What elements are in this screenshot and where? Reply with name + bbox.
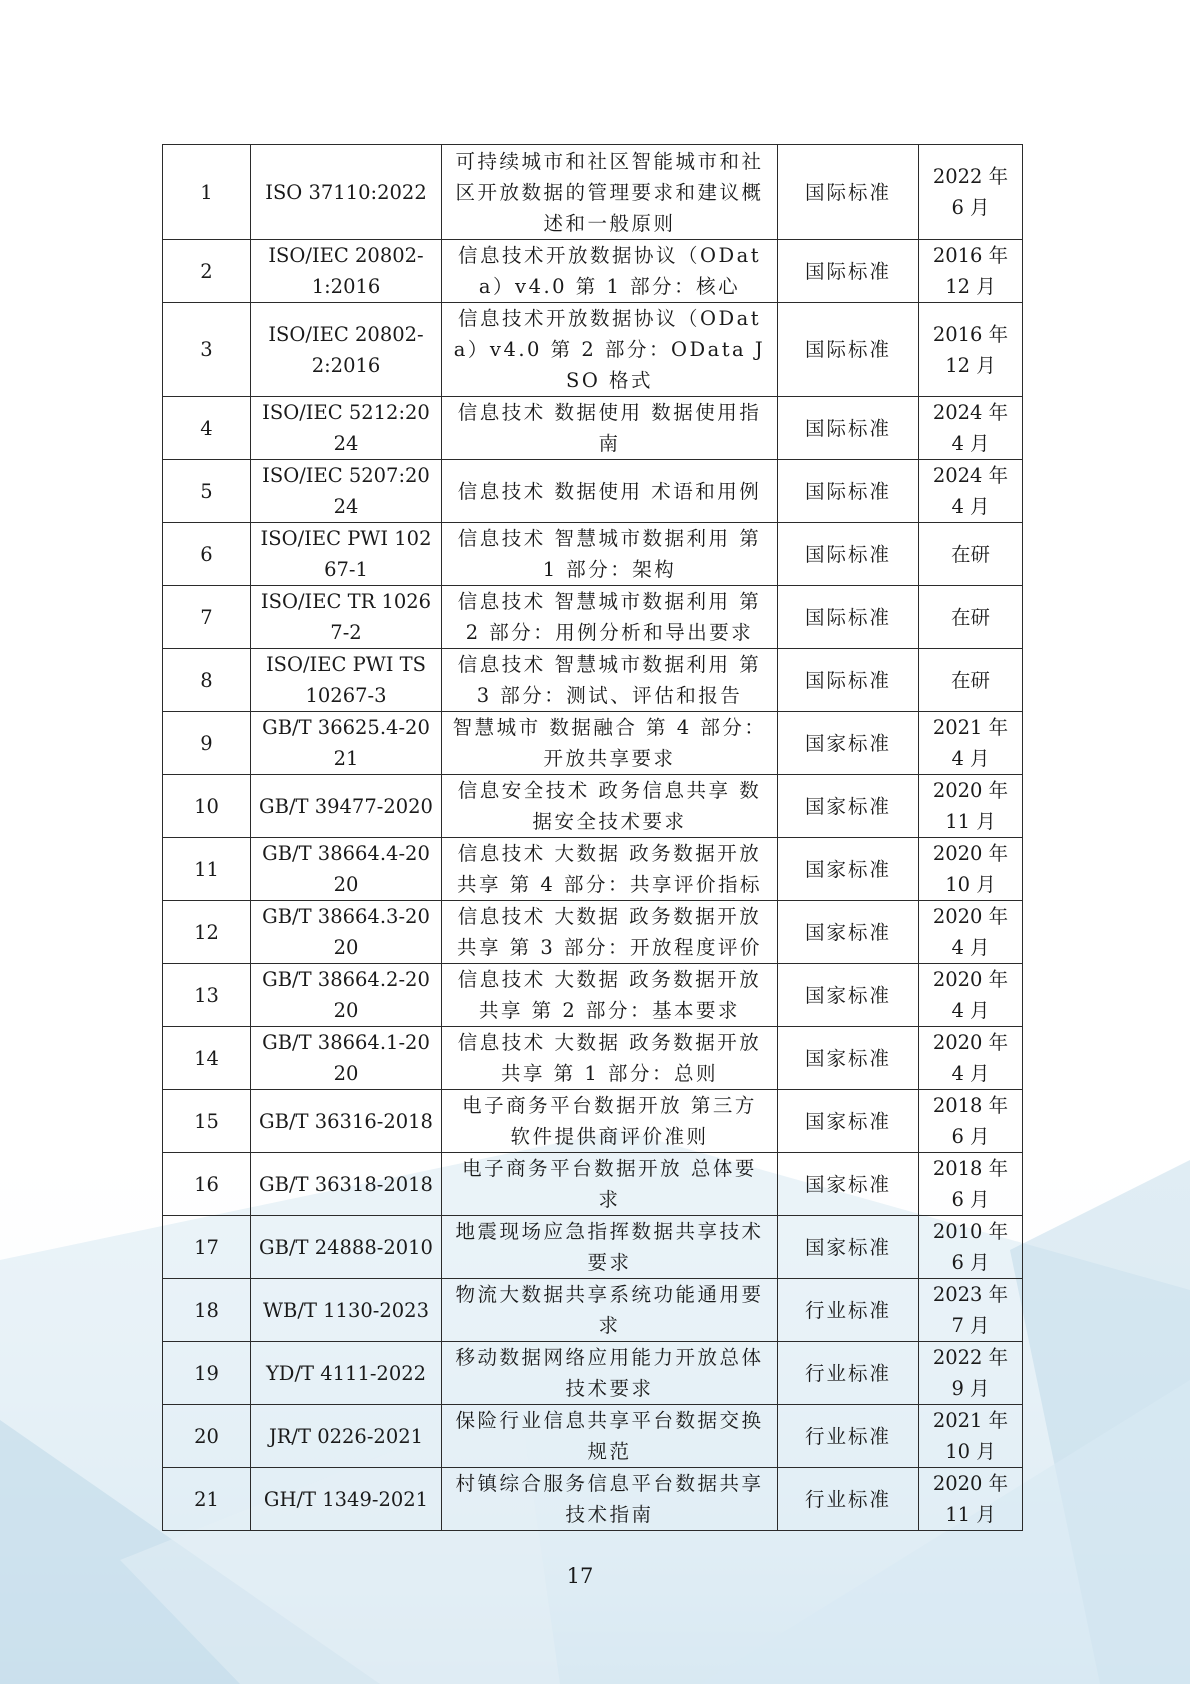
standard-title: 物流大数据共享系统功能通用要求 bbox=[442, 1279, 778, 1342]
standard-category: 国际标准 bbox=[778, 303, 919, 397]
standard-category: 国际标准 bbox=[778, 649, 919, 712]
table-row bbox=[163, 649, 1023, 712]
standard-title: 信息技术 大数据 政务数据开放共享 第 4 部分：共享评价指标 bbox=[442, 838, 778, 901]
standard-code: ISO/IEC 5207:2024 bbox=[251, 460, 442, 523]
standard-title: 智慧城市 数据融合 第 4 部分：开放共享要求 bbox=[442, 712, 778, 775]
standard-code: GB/T 38664.2-2020 bbox=[251, 964, 442, 1027]
standard-code: GB/T 36625.4-2021 bbox=[251, 712, 442, 775]
row-number: 13 bbox=[163, 964, 251, 1027]
standard-title: 移动数据网络应用能力开放总体技术要求 bbox=[442, 1342, 778, 1405]
standard-title: 信息技术 智慧城市数据利用 第 3 部分：测试、评估和报告 bbox=[442, 649, 778, 712]
standard-category: 国家标准 bbox=[778, 901, 919, 964]
standard-code: GB/T 38664.1-2020 bbox=[251, 1027, 442, 1090]
standard-title: 信息技术 智慧城市数据利用 第 1 部分：架构 bbox=[442, 523, 778, 586]
standard-code: JR/T 0226-2021 bbox=[251, 1405, 442, 1468]
standard-code: ISO/IEC PWI 10267-1 bbox=[251, 523, 442, 586]
standard-code: ISO 37110:2022 bbox=[251, 145, 442, 240]
page-number: 17 bbox=[566, 1564, 594, 1588]
row-number: 8 bbox=[163, 649, 251, 712]
standard-title: 信息技术开放数据协议（OData）v4.0 第 1 部分：核心 bbox=[442, 240, 778, 303]
release-date: 2018 年 6 月 bbox=[919, 1090, 1023, 1153]
standard-title: 信息安全技术 政务信息共享 数据安全技术要求 bbox=[442, 775, 778, 838]
row-number: 20 bbox=[163, 1405, 251, 1468]
standard-category: 国际标准 bbox=[778, 145, 919, 240]
table-row bbox=[163, 1153, 1023, 1216]
row-number: 2 bbox=[163, 240, 251, 303]
row-number: 19 bbox=[163, 1342, 251, 1405]
row-number: 12 bbox=[163, 901, 251, 964]
standard-title: 信息技术开放数据协议（OData）v4.0 第 2 部分：OData JSO 格式 bbox=[442, 303, 778, 397]
standard-category: 行业标准 bbox=[778, 1468, 919, 1531]
table-row bbox=[163, 240, 1023, 303]
table-row bbox=[163, 586, 1023, 649]
standard-category: 国家标准 bbox=[778, 838, 919, 901]
row-number: 6 bbox=[163, 523, 251, 586]
release-date: 2024 年 4 月 bbox=[919, 460, 1023, 523]
standard-code: ISO/IEC 5212:2024 bbox=[251, 397, 442, 460]
table-row bbox=[163, 1216, 1023, 1279]
table-row bbox=[163, 775, 1023, 838]
standards-table bbox=[162, 144, 1023, 1531]
standard-code: ISO/IEC PWI TS 10267-3 bbox=[251, 649, 442, 712]
row-number: 9 bbox=[163, 712, 251, 775]
table-row bbox=[163, 303, 1023, 397]
table-row bbox=[163, 1342, 1023, 1405]
row-number: 10 bbox=[163, 775, 251, 838]
release-date: 2021 年 4 月 bbox=[919, 712, 1023, 775]
standard-category: 行业标准 bbox=[778, 1405, 919, 1468]
row-number: 21 bbox=[163, 1468, 251, 1531]
release-date: 2018 年 6 月 bbox=[919, 1153, 1023, 1216]
row-number: 17 bbox=[163, 1216, 251, 1279]
row-number: 14 bbox=[163, 1027, 251, 1090]
table-row bbox=[163, 523, 1023, 586]
table-row bbox=[163, 838, 1023, 901]
standard-code: WB/T 1130-2023 bbox=[251, 1279, 442, 1342]
row-number: 7 bbox=[163, 586, 251, 649]
table-row bbox=[163, 1468, 1023, 1531]
standard-title: 信息技术 数据使用 术语和用例 bbox=[442, 460, 778, 523]
standard-code: GB/T 36318-2018 bbox=[251, 1153, 442, 1216]
release-date: 2016 年 12 月 bbox=[919, 240, 1023, 303]
standard-code: GB/T 36316-2018 bbox=[251, 1090, 442, 1153]
standard-category: 国家标准 bbox=[778, 1027, 919, 1090]
standard-category: 国家标准 bbox=[778, 775, 919, 838]
standard-category: 国家标准 bbox=[778, 712, 919, 775]
standard-title: 保险行业信息共享平台数据交换规范 bbox=[442, 1405, 778, 1468]
table-row bbox=[163, 1090, 1023, 1153]
table-row bbox=[163, 712, 1023, 775]
standard-category: 行业标准 bbox=[778, 1342, 919, 1405]
standard-title: 可持续城市和社区智能城市和社区开放数据的管理要求和建议概述和一般原则 bbox=[442, 145, 778, 240]
standard-code: ISO/IEC TR 10267-2 bbox=[251, 586, 442, 649]
table-row bbox=[163, 1405, 1023, 1468]
release-date: 2020 年 4 月 bbox=[919, 1027, 1023, 1090]
table-row bbox=[163, 397, 1023, 460]
standard-code: GB/T 24888-2010 bbox=[251, 1216, 442, 1279]
row-number: 15 bbox=[163, 1090, 251, 1153]
row-number: 16 bbox=[163, 1153, 251, 1216]
standard-title: 信息技术 智慧城市数据利用 第 2 部分：用例分析和导出要求 bbox=[442, 586, 778, 649]
release-date: 2020 年 10 月 bbox=[919, 838, 1023, 901]
standard-code: YD/T 4111-2022 bbox=[251, 1342, 442, 1405]
standard-code: GB/T 38664.4-2020 bbox=[251, 838, 442, 901]
row-number: 3 bbox=[163, 303, 251, 397]
standard-title: 电子商务平台数据开放 总体要求 bbox=[442, 1153, 778, 1216]
release-date: 在研 bbox=[919, 523, 1023, 586]
release-date: 2022 年 6 月 bbox=[919, 145, 1023, 240]
standard-category: 国家标准 bbox=[778, 1153, 919, 1216]
standard-title: 信息技术 数据使用 数据使用指南 bbox=[442, 397, 778, 460]
standard-title: 信息技术 大数据 政务数据开放共享 第 1 部分：总则 bbox=[442, 1027, 778, 1090]
standard-title: 信息技术 大数据 政务数据开放共享 第 3 部分：开放程度评价 bbox=[442, 901, 778, 964]
row-number: 4 bbox=[163, 397, 251, 460]
standard-title: 信息技术 大数据 政务数据开放共享 第 2 部分：基本要求 bbox=[442, 964, 778, 1027]
release-date: 2023 年 7 月 bbox=[919, 1279, 1023, 1342]
release-date: 2020 年 4 月 bbox=[919, 901, 1023, 964]
standard-category: 国际标准 bbox=[778, 523, 919, 586]
standard-category: 国际标准 bbox=[778, 586, 919, 649]
release-date: 2010 年 6 月 bbox=[919, 1216, 1023, 1279]
release-date: 在研 bbox=[919, 649, 1023, 712]
table-row bbox=[163, 145, 1023, 240]
row-number: 11 bbox=[163, 838, 251, 901]
standard-category: 国际标准 bbox=[778, 397, 919, 460]
release-date: 2024 年 4 月 bbox=[919, 397, 1023, 460]
release-date: 2022 年 9 月 bbox=[919, 1342, 1023, 1405]
release-date: 2021 年 10 月 bbox=[919, 1405, 1023, 1468]
release-date: 在研 bbox=[919, 586, 1023, 649]
release-date: 2016 年 12 月 bbox=[919, 303, 1023, 397]
table-row bbox=[163, 460, 1023, 523]
row-number: 5 bbox=[163, 460, 251, 523]
standard-title: 电子商务平台数据开放 第三方软件提供商评价准则 bbox=[442, 1090, 778, 1153]
release-date: 2020 年 11 月 bbox=[919, 775, 1023, 838]
standard-category: 行业标准 bbox=[778, 1279, 919, 1342]
standard-code: ISO/IEC 20802-1:2016 bbox=[251, 240, 442, 303]
standard-code: GB/T 39477-2020 bbox=[251, 775, 442, 838]
standard-code: GH/T 1349-2021 bbox=[251, 1468, 442, 1531]
standard-category: 国家标准 bbox=[778, 1090, 919, 1153]
table-row bbox=[163, 964, 1023, 1027]
standard-title: 地震现场应急指挥数据共享技术要求 bbox=[442, 1216, 778, 1279]
release-date: 2020 年 11 月 bbox=[919, 1468, 1023, 1531]
row-number: 1 bbox=[163, 145, 251, 240]
table-row bbox=[163, 1279, 1023, 1342]
standard-title: 村镇综合服务信息平台数据共享技术指南 bbox=[442, 1468, 778, 1531]
standard-category: 国家标准 bbox=[778, 1216, 919, 1279]
standard-code: ISO/IEC 20802-2:2016 bbox=[251, 303, 442, 397]
standard-code: GB/T 38664.3-2020 bbox=[251, 901, 442, 964]
standard-category: 国家标准 bbox=[778, 964, 919, 1027]
standard-category: 国际标准 bbox=[778, 240, 919, 303]
table-row bbox=[163, 901, 1023, 964]
table-row bbox=[163, 1027, 1023, 1090]
standard-category: 国际标准 bbox=[778, 460, 919, 523]
release-date: 2020 年 4 月 bbox=[919, 964, 1023, 1027]
row-number: 18 bbox=[163, 1279, 251, 1342]
